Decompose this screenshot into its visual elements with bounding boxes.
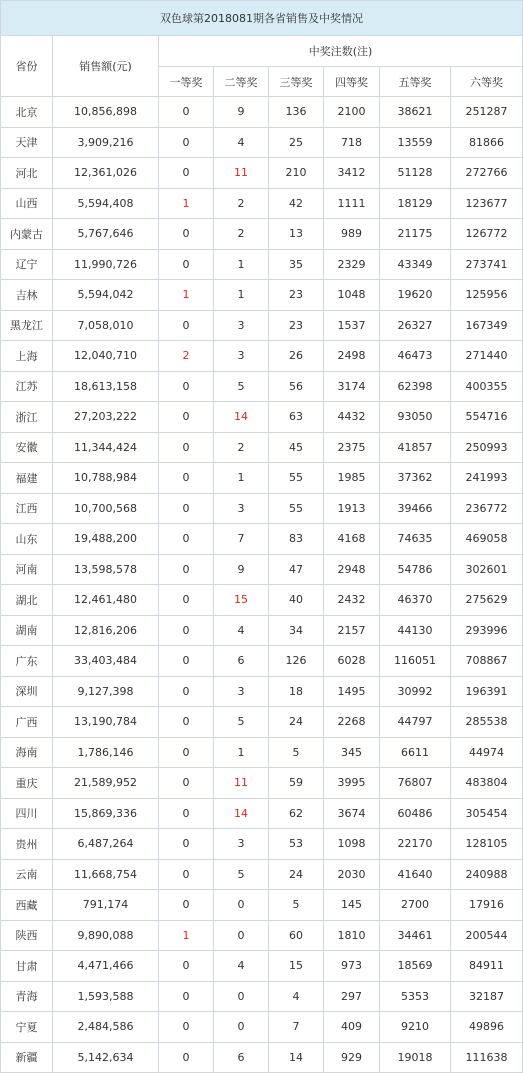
prize-3-cell: 126 [269, 646, 324, 677]
prize-6-cell: 554716 [451, 402, 523, 433]
prize-5-cell: 9210 [380, 1012, 451, 1043]
sales-cell: 13,190,784 [53, 707, 159, 738]
table-row [1, 829, 523, 860]
prize-2-cell: 11 [214, 768, 269, 799]
prize-1-cell: 2 [159, 341, 214, 372]
prize-2-cell: 15 [214, 585, 269, 616]
table-row [1, 432, 523, 463]
table-row [1, 310, 523, 341]
prize-2-cell: 1 [214, 249, 269, 280]
prize-6-cell: 305454 [451, 798, 523, 829]
prize-3-cell: 26 [269, 341, 324, 372]
prize-5-cell: 46473 [380, 341, 451, 372]
province-cell: 山西 [1, 188, 53, 219]
prize-5-cell: 44797 [380, 707, 451, 738]
prize-6-cell: 196391 [451, 676, 523, 707]
prize-1-cell: 0 [159, 158, 214, 189]
table-row [1, 188, 523, 219]
prize-5-cell: 13559 [380, 127, 451, 158]
prize-3-cell: 7 [269, 1012, 324, 1043]
prize-1-cell: 0 [159, 371, 214, 402]
header-prize-1: 一等奖 [159, 67, 214, 97]
prize-1-cell: 0 [159, 1012, 214, 1043]
prize-1-cell: 0 [159, 127, 214, 158]
prize-6-cell: 128105 [451, 829, 523, 860]
prize-4-cell: 4168 [324, 524, 380, 555]
prize-4-cell: 1537 [324, 310, 380, 341]
prize-6-cell: 123677 [451, 188, 523, 219]
prize-1-cell: 0 [159, 798, 214, 829]
header-prize-4: 四等奖 [324, 67, 380, 97]
prize-2-cell: 3 [214, 310, 269, 341]
table-row [1, 371, 523, 402]
prize-5-cell: 44130 [380, 615, 451, 646]
prize-4-cell: 297 [324, 981, 380, 1012]
province-cell: 新疆 [1, 1042, 53, 1073]
prize-2-cell: 7 [214, 524, 269, 555]
prize-3-cell: 47 [269, 554, 324, 585]
table-row [1, 554, 523, 585]
prize-1-cell: 0 [159, 249, 214, 280]
province-cell: 广西 [1, 707, 53, 738]
prize-1-cell: 0 [159, 981, 214, 1012]
table-row [1, 951, 523, 982]
province-cell: 江苏 [1, 371, 53, 402]
prize-5-cell: 18569 [380, 951, 451, 982]
province-cell: 海南 [1, 737, 53, 768]
prize-4-cell: 4432 [324, 402, 380, 433]
sales-cell: 9,127,398 [53, 676, 159, 707]
sales-cell: 5,767,646 [53, 219, 159, 250]
prize-3-cell: 18 [269, 676, 324, 707]
prize-6-cell: 400355 [451, 371, 523, 402]
prize-4-cell: 1048 [324, 280, 380, 311]
table-row [1, 707, 523, 738]
sales-cell: 11,344,424 [53, 432, 159, 463]
prize-1-cell: 0 [159, 493, 214, 524]
prize-5-cell: 2700 [380, 890, 451, 921]
prize-5-cell: 41857 [380, 432, 451, 463]
prize-4-cell: 6028 [324, 646, 380, 677]
prize-4-cell: 989 [324, 219, 380, 250]
prize-1-cell: 0 [159, 463, 214, 494]
prize-2-cell: 6 [214, 646, 269, 677]
prize-6-cell: 273741 [451, 249, 523, 280]
prize-2-cell: 5 [214, 859, 269, 890]
prize-5-cell: 34461 [380, 920, 451, 951]
prize-1-cell: 1 [159, 188, 214, 219]
province-cell: 甘肃 [1, 951, 53, 982]
prize-3-cell: 45 [269, 432, 324, 463]
prize-6-cell: 167349 [451, 310, 523, 341]
prize-4-cell: 1111 [324, 188, 380, 219]
prize-1-cell: 0 [159, 829, 214, 860]
province-cell: 浙江 [1, 402, 53, 433]
prize-6-cell: 84911 [451, 951, 523, 982]
prize-3-cell: 136 [269, 97, 324, 128]
sales-cell: 1,786,146 [53, 737, 159, 768]
prize-1-cell: 0 [159, 951, 214, 982]
prize-6-cell: 111638 [451, 1042, 523, 1073]
table-row [1, 890, 523, 921]
header-province: 省份 [1, 36, 53, 97]
sales-cell: 10,700,568 [53, 493, 159, 524]
table-row [1, 219, 523, 250]
prize-4-cell: 2268 [324, 707, 380, 738]
prize-3-cell: 24 [269, 707, 324, 738]
prize-6-cell: 49896 [451, 1012, 523, 1043]
table-row [1, 341, 523, 372]
prize-2-cell: 2 [214, 219, 269, 250]
prize-5-cell: 46370 [380, 585, 451, 616]
province-cell: 江西 [1, 493, 53, 524]
prize-5-cell: 19018 [380, 1042, 451, 1073]
sales-cell: 5,594,408 [53, 188, 159, 219]
prize-5-cell: 62398 [380, 371, 451, 402]
prize-3-cell: 63 [269, 402, 324, 433]
province-cell: 宁夏 [1, 1012, 53, 1043]
sales-cell: 27,203,222 [53, 402, 159, 433]
sales-cell: 5,594,042 [53, 280, 159, 311]
sales-cell: 13,598,578 [53, 554, 159, 585]
sales-cell: 2,484,586 [53, 1012, 159, 1043]
province-cell: 青海 [1, 981, 53, 1012]
table-row [1, 737, 523, 768]
prize-5-cell: 43349 [380, 249, 451, 280]
prize-5-cell: 39466 [380, 493, 451, 524]
prize-2-cell: 3 [214, 829, 269, 860]
table-row [1, 127, 523, 158]
prize-3-cell: 13 [269, 219, 324, 250]
prize-3-cell: 25 [269, 127, 324, 158]
province-cell: 北京 [1, 97, 53, 128]
province-cell: 云南 [1, 859, 53, 890]
prize-2-cell: 9 [214, 554, 269, 585]
province-cell: 辽宁 [1, 249, 53, 280]
prize-6-cell: 302601 [451, 554, 523, 585]
prize-6-cell: 44974 [451, 737, 523, 768]
prize-5-cell: 18129 [380, 188, 451, 219]
prize-4-cell: 2498 [324, 341, 380, 372]
province-cell: 西藏 [1, 890, 53, 921]
prize-4-cell: 3412 [324, 158, 380, 189]
prize-2-cell: 0 [214, 890, 269, 921]
province-cell: 河北 [1, 158, 53, 189]
sales-cell: 6,487,264 [53, 829, 159, 860]
province-cell: 湖南 [1, 615, 53, 646]
prize-2-cell: 9 [214, 97, 269, 128]
prize-2-cell: 2 [214, 188, 269, 219]
table-row [1, 280, 523, 311]
province-cell: 福建 [1, 463, 53, 494]
prize-4-cell: 1913 [324, 493, 380, 524]
prize-6-cell: 126772 [451, 219, 523, 250]
prize-2-cell: 5 [214, 707, 269, 738]
prize-6-cell: 272766 [451, 158, 523, 189]
province-cell: 湖北 [1, 585, 53, 616]
table-row [1, 768, 523, 799]
prize-1-cell: 0 [159, 676, 214, 707]
prize-6-cell: 32187 [451, 981, 523, 1012]
prize-5-cell: 38621 [380, 97, 451, 128]
prize-4-cell: 2329 [324, 249, 380, 280]
prize-1-cell: 1 [159, 280, 214, 311]
prize-3-cell: 23 [269, 280, 324, 311]
table-body [1, 97, 523, 1073]
province-cell: 河南 [1, 554, 53, 585]
prize-5-cell: 26327 [380, 310, 451, 341]
prize-6-cell: 240988 [451, 859, 523, 890]
prize-2-cell: 14 [214, 402, 269, 433]
sales-cell: 33,403,484 [53, 646, 159, 677]
prize-4-cell: 1985 [324, 463, 380, 494]
prize-3-cell: 15 [269, 951, 324, 982]
header-prize-2: 二等奖 [214, 67, 269, 97]
sales-cell: 10,856,898 [53, 97, 159, 128]
prize-3-cell: 5 [269, 737, 324, 768]
prize-3-cell: 53 [269, 829, 324, 860]
prize-2-cell: 1 [214, 280, 269, 311]
prize-4-cell: 409 [324, 1012, 380, 1043]
prize-1-cell: 0 [159, 707, 214, 738]
prize-2-cell: 0 [214, 920, 269, 951]
prize-1-cell: 0 [159, 585, 214, 616]
prize-5-cell: 41640 [380, 859, 451, 890]
prize-6-cell: 125956 [451, 280, 523, 311]
prize-4-cell: 3995 [324, 768, 380, 799]
prize-3-cell: 24 [269, 859, 324, 890]
table-row [1, 859, 523, 890]
table-row [1, 463, 523, 494]
prize-4-cell: 973 [324, 951, 380, 982]
prize-2-cell: 2 [214, 432, 269, 463]
sales-cell: 7,058,010 [53, 310, 159, 341]
prize-1-cell: 0 [159, 1042, 214, 1073]
table-title: 双色球第2018081期各省销售及中奖情况 [1, 1, 523, 36]
prize-6-cell: 469058 [451, 524, 523, 555]
prize-6-cell: 200544 [451, 920, 523, 951]
prize-1-cell: 0 [159, 524, 214, 555]
prize-3-cell: 34 [269, 615, 324, 646]
prize-4-cell: 1098 [324, 829, 380, 860]
prize-5-cell: 60486 [380, 798, 451, 829]
header-prize-6: 六等奖 [451, 67, 523, 97]
prize-4-cell: 929 [324, 1042, 380, 1073]
header-prize-5: 五等奖 [380, 67, 451, 97]
prize-2-cell: 4 [214, 951, 269, 982]
prize-6-cell: 241993 [451, 463, 523, 494]
province-cell: 四川 [1, 798, 53, 829]
sales-cell: 1,593,588 [53, 981, 159, 1012]
prize-1-cell: 0 [159, 890, 214, 921]
sales-cell: 11,668,754 [53, 859, 159, 890]
table-row [1, 646, 523, 677]
prize-1-cell: 0 [159, 615, 214, 646]
prize-5-cell: 76807 [380, 768, 451, 799]
prize-6-cell: 17916 [451, 890, 523, 921]
table-row [1, 249, 523, 280]
prize-1-cell: 0 [159, 402, 214, 433]
prize-3-cell: 210 [269, 158, 324, 189]
prize-2-cell: 1 [214, 737, 269, 768]
prize-5-cell: 30992 [380, 676, 451, 707]
prize-5-cell: 6611 [380, 737, 451, 768]
prize-6-cell: 236772 [451, 493, 523, 524]
province-cell: 贵州 [1, 829, 53, 860]
table-row [1, 97, 523, 128]
prize-3-cell: 35 [269, 249, 324, 280]
sales-cell: 12,461,480 [53, 585, 159, 616]
prize-4-cell: 1810 [324, 920, 380, 951]
prize-3-cell: 14 [269, 1042, 324, 1073]
prize-1-cell: 0 [159, 554, 214, 585]
prize-6-cell: 293996 [451, 615, 523, 646]
prize-1-cell: 0 [159, 432, 214, 463]
prize-1-cell: 1 [159, 920, 214, 951]
sales-cell: 11,990,726 [53, 249, 159, 280]
sales-cell: 4,471,466 [53, 951, 159, 982]
prize-5-cell: 51128 [380, 158, 451, 189]
prize-2-cell: 4 [214, 127, 269, 158]
prize-3-cell: 5 [269, 890, 324, 921]
province-cell: 天津 [1, 127, 53, 158]
table-row [1, 676, 523, 707]
prize-1-cell: 0 [159, 737, 214, 768]
prize-2-cell: 11 [214, 158, 269, 189]
province-cell: 黑龙江 [1, 310, 53, 341]
table-row [1, 920, 523, 951]
province-cell: 安徽 [1, 432, 53, 463]
sales-cell: 3,909,216 [53, 127, 159, 158]
province-cell: 深圳 [1, 676, 53, 707]
prize-6-cell: 250993 [451, 432, 523, 463]
prize-2-cell: 0 [214, 981, 269, 1012]
province-cell: 吉林 [1, 280, 53, 311]
prize-3-cell: 59 [269, 768, 324, 799]
prize-3-cell: 23 [269, 310, 324, 341]
sales-cell: 21,589,952 [53, 768, 159, 799]
prize-3-cell: 42 [269, 188, 324, 219]
header-prize-3: 三等奖 [269, 67, 324, 97]
sales-cell: 10,788,984 [53, 463, 159, 494]
table-row [1, 798, 523, 829]
prize-4-cell: 3674 [324, 798, 380, 829]
province-cell: 广东 [1, 646, 53, 677]
province-cell: 内蒙古 [1, 219, 53, 250]
header-prize-group: 中奖注数(注) [159, 36, 523, 67]
sales-cell: 15,869,336 [53, 798, 159, 829]
prize-3-cell: 40 [269, 585, 324, 616]
prize-6-cell: 81866 [451, 127, 523, 158]
prize-2-cell: 1 [214, 463, 269, 494]
prize-1-cell: 0 [159, 646, 214, 677]
sales-cell: 19,488,200 [53, 524, 159, 555]
prize-3-cell: 55 [269, 493, 324, 524]
prize-5-cell: 22170 [380, 829, 451, 860]
prize-4-cell: 2432 [324, 585, 380, 616]
prize-4-cell: 145 [324, 890, 380, 921]
prize-3-cell: 83 [269, 524, 324, 555]
table-row [1, 585, 523, 616]
prize-5-cell: 93050 [380, 402, 451, 433]
sales-cell: 12,361,026 [53, 158, 159, 189]
table-row [1, 493, 523, 524]
prize-4-cell: 1495 [324, 676, 380, 707]
table-row [1, 1042, 523, 1073]
prize-2-cell: 6 [214, 1042, 269, 1073]
prize-4-cell: 2030 [324, 859, 380, 890]
header-sales: 销售额(元) [53, 36, 159, 97]
prize-4-cell: 2100 [324, 97, 380, 128]
table-row [1, 158, 523, 189]
province-cell: 山东 [1, 524, 53, 555]
prize-3-cell: 60 [269, 920, 324, 951]
sales-cell: 12,040,710 [53, 341, 159, 372]
prize-4-cell: 3174 [324, 371, 380, 402]
prize-5-cell: 116051 [380, 646, 451, 677]
prize-2-cell: 0 [214, 1012, 269, 1043]
table-row [1, 524, 523, 555]
province-cell: 上海 [1, 341, 53, 372]
table-row [1, 981, 523, 1012]
sales-cell: 791,174 [53, 890, 159, 921]
prize-1-cell: 0 [159, 768, 214, 799]
table-row [1, 1012, 523, 1043]
province-cell: 陕西 [1, 920, 53, 951]
sales-cell: 5,142,634 [53, 1042, 159, 1073]
table-row [1, 402, 523, 433]
prize-4-cell: 2948 [324, 554, 380, 585]
prize-1-cell: 0 [159, 97, 214, 128]
prize-3-cell: 56 [269, 371, 324, 402]
prize-1-cell: 0 [159, 859, 214, 890]
prize-2-cell: 4 [214, 615, 269, 646]
prize-4-cell: 345 [324, 737, 380, 768]
prize-1-cell: 0 [159, 310, 214, 341]
prize-5-cell: 37362 [380, 463, 451, 494]
prize-6-cell: 285538 [451, 707, 523, 738]
prize-6-cell: 483804 [451, 768, 523, 799]
prize-6-cell: 708867 [451, 646, 523, 677]
prize-5-cell: 5353 [380, 981, 451, 1012]
prize-3-cell: 62 [269, 798, 324, 829]
prize-2-cell: 3 [214, 493, 269, 524]
prize-2-cell: 14 [214, 798, 269, 829]
sales-cell: 9,890,088 [53, 920, 159, 951]
prize-4-cell: 2157 [324, 615, 380, 646]
prize-1-cell: 0 [159, 219, 214, 250]
prize-4-cell: 2375 [324, 432, 380, 463]
prize-3-cell: 55 [269, 463, 324, 494]
province-cell: 重庆 [1, 768, 53, 799]
prize-3-cell: 4 [269, 981, 324, 1012]
prize-2-cell: 3 [214, 341, 269, 372]
prize-6-cell: 275629 [451, 585, 523, 616]
table-row [1, 615, 523, 646]
prize-6-cell: 251287 [451, 97, 523, 128]
prize-2-cell: 5 [214, 371, 269, 402]
prize-5-cell: 74635 [380, 524, 451, 555]
prize-6-cell: 271440 [451, 341, 523, 372]
prize-2-cell: 3 [214, 676, 269, 707]
sales-cell: 18,613,158 [53, 371, 159, 402]
prize-5-cell: 19620 [380, 280, 451, 311]
prize-4-cell: 718 [324, 127, 380, 158]
prize-5-cell: 54786 [380, 554, 451, 585]
sales-cell: 12,816,206 [53, 615, 159, 646]
prize-5-cell: 21175 [380, 219, 451, 250]
